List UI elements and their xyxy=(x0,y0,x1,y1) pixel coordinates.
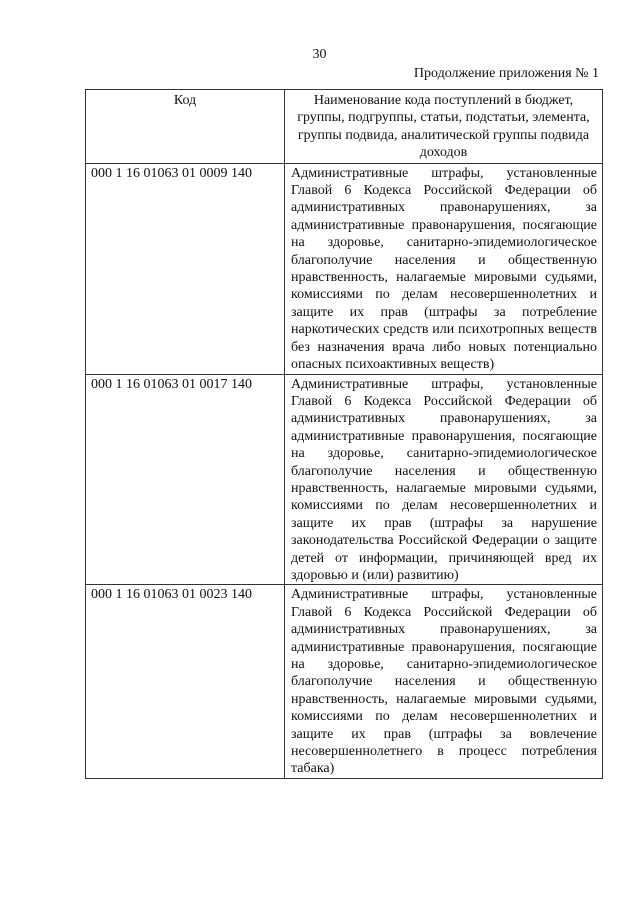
table-header-row xyxy=(86,90,603,164)
revenue-description-cell: Административные штрафы, установленные Главой 6 Кодекса Российской Федерации об административных правонарушениях, за административные правонарушения, посягающие на здоровье, санитарно-эпидемиологическое благополучие населения и общественную нравственность, налагаемые мировыми судьями, комиссиями по делам несовершеннолетних и защите их прав (штрафы за потребление наркотических средств или психотропных веществ без назначения врача либо новых потенциально опасных психоактивных веществ) xyxy=(285,163,603,374)
revenue-codes-table xyxy=(85,89,603,779)
column-header-code: Код xyxy=(86,90,285,164)
revenue-code-cell: 000 1 16 01063 01 0017 140 xyxy=(86,374,285,585)
revenue-code-cell: 000 1 16 01063 01 0009 140 xyxy=(86,163,285,374)
table-row xyxy=(86,585,603,778)
revenue-description-cell: Административные штрафы, установленные Главой 6 Кодекса Российской Федерации об административных правонарушениях, за административные правонарушения, посягающие на здоровье, санитарно-эпидемиологическое благополучие населения и общественную нравственность, налагаемые мировыми судьями, комиссиями по делам несовершеннолетних и защите их прав (штрафы за нарушение законодательства Российской Федерации о защите детей от информации, причиняющей вред их здоровью и (или) развитию) xyxy=(285,374,603,585)
revenue-code-cell: 000 1 16 01063 01 0023 140 xyxy=(86,585,285,778)
page-number: 30 xyxy=(312,47,327,62)
continuation-note: Продолжение приложения № 1 xyxy=(413,66,599,81)
column-header-name: Наименование кода поступлений в бюджет, группы, подгруппы, статьи, подстатьи, элемента, группы подвида, аналитической группы подвида доходов xyxy=(285,90,603,164)
table-row xyxy=(86,163,603,374)
table-row xyxy=(86,374,603,585)
revenue-description-cell: Административные штрафы, установленные Главой 6 Кодекса Российской Федерации об административных правонарушениях, за административные правонарушения, посягающие на здоровье, санитарно-эпидемиологическое благополучие населения и общественную нравственность, налагаемые мировыми судьями, комиссиями по делам несовершеннолетних и защите их прав (штрафы за вовлечение несовершеннолетнего в процесс потребления табака) xyxy=(285,585,603,778)
